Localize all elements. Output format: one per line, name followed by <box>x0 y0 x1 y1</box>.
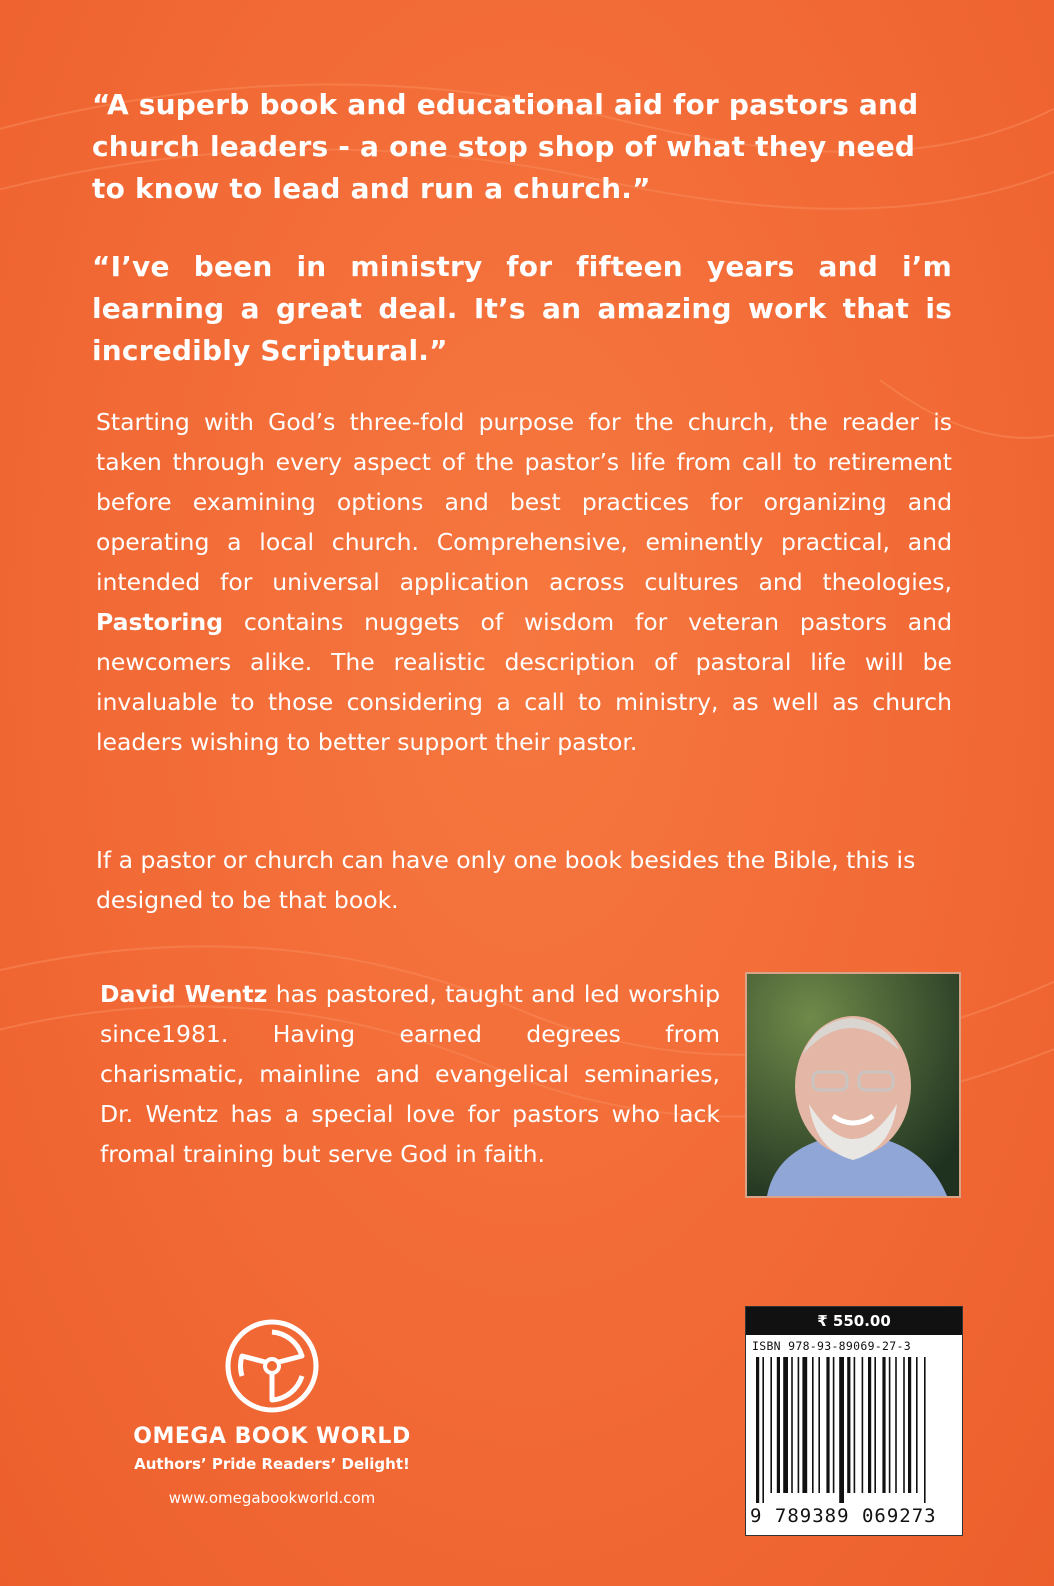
price-barcode-sticker <box>745 1306 963 1536</box>
barcode <box>754 1357 954 1503</box>
book-title: Pastoring <box>96 608 224 636</box>
barcode-bar <box>895 1357 897 1493</box>
barcode-bar <box>916 1357 918 1493</box>
review-quote-2: “I’ve been in ministry for fifteen years and i’m learning a great deal. It’s an amazing work that is incredibly Scriptural.” <box>92 250 952 367</box>
barcode-bar <box>756 1357 759 1503</box>
barcode-bar <box>839 1357 844 1503</box>
barcode-bar <box>868 1357 871 1493</box>
price-label: ₹ 550.00 <box>746 1307 962 1335</box>
barcode-bar <box>777 1357 780 1493</box>
barcode-bar <box>874 1357 876 1493</box>
barcode-bar <box>854 1357 856 1493</box>
author-bio-text: has pastored, taught and led worship since1981. Having earned degrees from charismatic, mainline and evangelical seminaries, Dr. Wentz has a special love for pastors who lack fromal training but serve God in faith. <box>100 980 721 1168</box>
publisher-block <box>108 1318 436 1507</box>
barcode-bar <box>818 1357 820 1493</box>
barcode-bar <box>924 1357 926 1503</box>
review-quote-1: “A superb book and educational aid for pastors and church leaders - a one stop shop of what they need to know to lead and run a church.” <box>92 88 919 205</box>
description-text: Starting with God’s three-fold purpose for the church, the reader is taken through every aspect of the pastor’s life from call to retirement before examining options and best practices for organizing and operating a local church. Comprehensive, eminently practical, and intended for universal application across cultures and theologies, <box>96 408 952 596</box>
author-name: David Wentz <box>100 980 268 1008</box>
barcode-bar <box>791 1357 793 1493</box>
author-photo <box>745 972 961 1198</box>
barcode-digits: 9 789389 069273 <box>750 1505 937 1527</box>
barcode-bar <box>903 1357 905 1493</box>
publisher-url: www.omegabookworld.com <box>168 1489 376 1507</box>
barcode-bar <box>889 1357 891 1493</box>
barcode-bar <box>862 1357 864 1493</box>
author-bio <box>100 974 720 1174</box>
closing-statement: If a pastor or church can have only one book besides the Bible, this is designed to be that book. <box>96 846 916 914</box>
publisher-name: OMEGA BOOK WORLD <box>133 1424 411 1449</box>
publisher-tagline: Authors’ Pride Readers’ Delight! <box>134 1455 410 1473</box>
isbn-text: ISBN 978-93-89069-27-3 <box>752 1339 911 1353</box>
barcode-bar <box>847 1357 850 1493</box>
barcode-bar <box>770 1357 772 1493</box>
barcode-bar <box>882 1357 885 1493</box>
omega-logo-icon <box>224 1318 320 1414</box>
barcode-bar <box>908 1357 911 1493</box>
barcode-bar <box>833 1357 835 1493</box>
barcode-bar <box>783 1357 788 1493</box>
barcode-bar <box>762 1357 764 1503</box>
barcode-bar <box>826 1357 829 1493</box>
barcode-bar <box>802 1357 807 1493</box>
barcode-bar <box>798 1357 800 1493</box>
barcode-bar <box>812 1357 814 1493</box>
description-text-cont: contains nuggets of wisdom for veteran pastors and newcomers alike. The realistic description of pastoral life will be invaluable to those considering a call to ministry, as well as church leaders wishing to better support their pastor. <box>96 608 952 756</box>
book-description <box>96 402 952 762</box>
